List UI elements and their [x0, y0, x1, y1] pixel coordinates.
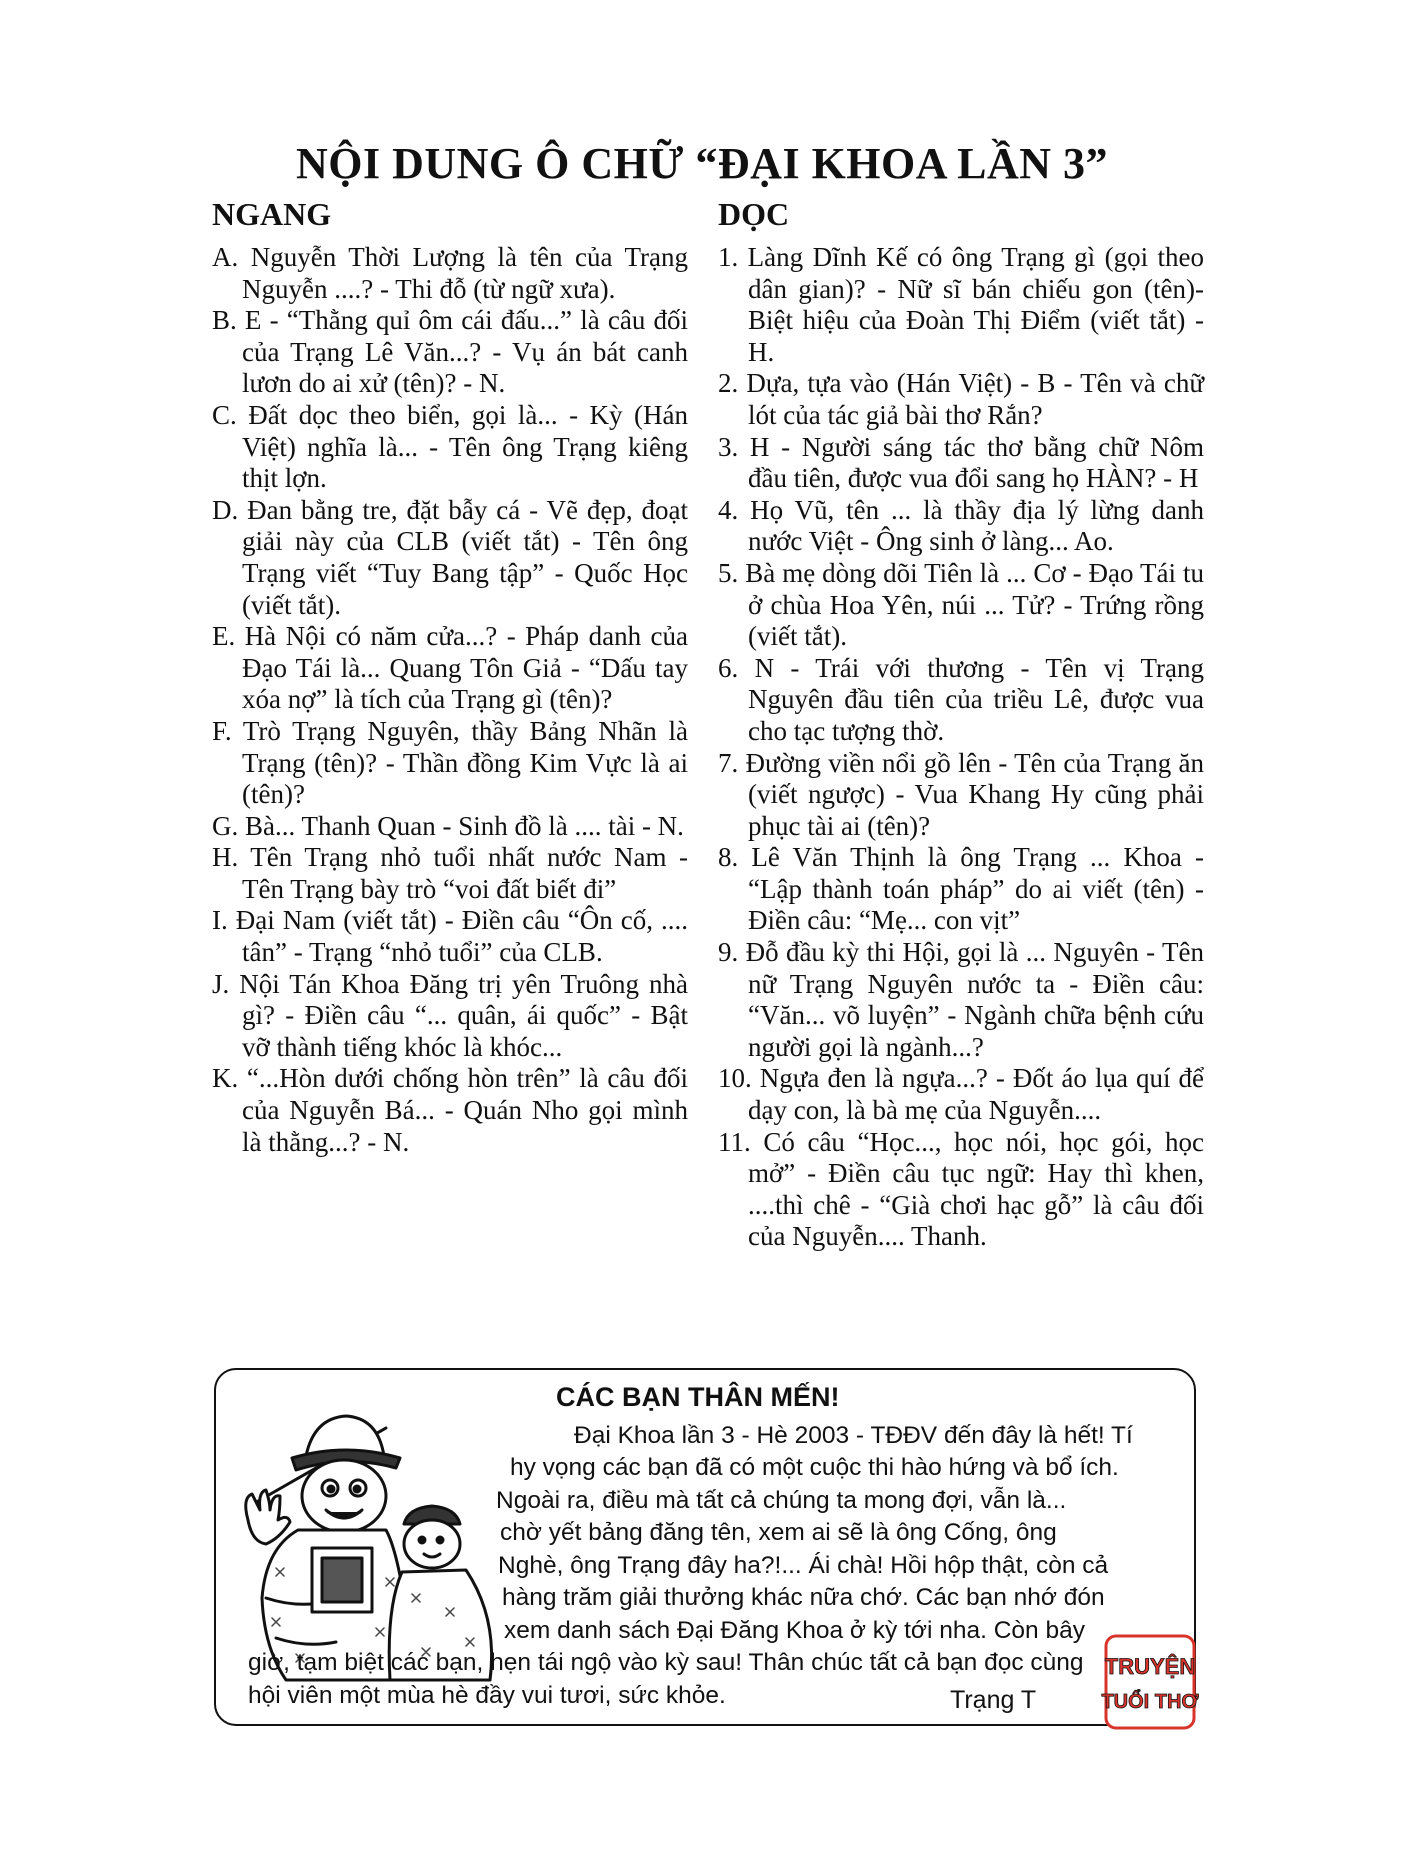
- notice-line: Nghè, ông Trạng đây ha?!... Ái chà! Hồi hộp thật, còn cả: [498, 1552, 1109, 1579]
- notice-line: chờ yết bảng đăng tên, xem ai sẽ là ông Cống, ông: [500, 1519, 1057, 1546]
- truyen-tuoi-tho-logo: [1100, 1628, 1200, 1736]
- notice-heading: CÁC BẠN THÂN MẾN!: [556, 1382, 840, 1412]
- clue-doc-9: 9. Đỗ đầu kỳ thi Hội, gọi là ... Nguyên - Tên nữ Trạng Nguyên nước ta - Điền câu: “Văn... võ luyện” - Ngành chữa bệnh cứu người gọi là ngành...?: [718, 937, 1204, 1062]
- clue-doc-11: 11. Có câu “Học..., học nói, học gói, học mở” - Điền câu tục ngữ: Hay thì khen, ....thì chê - “Già chơi hạc gỗ” là câu đối của Nguyễn.... Thanh.: [718, 1126, 1204, 1252]
- notice-line: hội viên một mùa hè đầy vui tươi, sức khỏe.: [248, 1682, 726, 1709]
- clue-doc-6: 6. N - Trái với thương - Tên vị Trạng Nguyên đầu tiên của triều Lê, được vua cho tạc tượng thờ.: [718, 652, 1204, 746]
- clue-ngang-i: I. Đại Nam (viết tắt) - Điền câu “Ôn cố, .... tân” - Trạng “nhỏ tuổi” của CLB.: [212, 905, 688, 968]
- clue-doc-2: 2. Dựa, tựa vào (Hán Việt) - B - Tên và chữ lót của tác giả bài thơ Rắn?: [718, 368, 1204, 430]
- clue-ngang-h: H. Tên Trạng nhỏ tuổi nhất nước Nam - Tên Trạng bày trò “voi đất biết đi”: [212, 842, 688, 904]
- clue-ngang-k: K. “...Hòn dưới chống hòn trên” là câu đối của Nguyễn Bá... - Quán Nho gọi mình là thằng...? - N.: [212, 1063, 688, 1157]
- clue-doc-4: 4. Họ Vũ, tên ... là thầy địa lý lừng danh nước Việt - Ông sinh ở làng... Ao.: [718, 494, 1204, 557]
- clue-ngang-e: E. Hà Nội có năm cửa...? - Pháp danh của Đạo Tái là... Quang Tôn Giả - “Dấu tay xóa nợ” là tích của Trạng gì (tên)?: [212, 621, 688, 715]
- clue-ngang-f: F. Trò Trạng Nguyên, thầy Bảng Nhãn là Trạng (tên)? - Thần đồng Kim Vực là ai (tên)?: [212, 715, 688, 810]
- notice-line: hàng trăm giải thưởng khác nữa chớ. Các bạn nhớ đón: [502, 1584, 1105, 1611]
- notice-line: Ngoài ra, điều mà tất cả chúng ta mong đợi, vẫn là...: [496, 1487, 1067, 1514]
- notice-line: giờ, tạm biệt các bạn, hẹn tái ngộ vào kỳ sau! Thân chúc tất cả bạn đọc cùng: [248, 1649, 1084, 1676]
- clue-ngang-d: D. Đan bằng tre, đặt bẫy cá - Vẽ đẹp, đoạt giải này của CLB (viết tắt) - Tên ông Trạng viết “Tuy Bang tập” - Quốc Học (viết tắt).: [212, 494, 688, 620]
- notice-line: Đại Khoa lần 3 - Hè 2003 - TĐĐV đến đây là hết! Tí: [574, 1422, 1133, 1449]
- logo-text-line1: TRUYỆN: [1104, 1654, 1196, 1679]
- notice-line: hy vọng các bạn đã có một cuộc thi hào hứng và bổ ích.: [510, 1454, 1119, 1481]
- clue-ngang-g: G. Bà... Thanh Quan - Sinh đồ là .... tài - N.: [212, 810, 684, 841]
- clue-ngang-c: C. Đất dọc theo biển, gọi là... - Kỳ (Hán Việt) nghĩa là... - Tên ông Trạng kiêng thịt lợn.: [212, 399, 688, 494]
- notice-line: xem danh sách Đại Đăng Khoa ở kỳ tới nha. Còn bây: [504, 1617, 1085, 1644]
- clue-ngang-j: J. Nội Tán Khoa Đăng trị yên Truông nhà gì? - Điền câu “... quân, ái quốc” - Bật vỡ thành tiếng khóc là khóc...: [212, 968, 688, 1062]
- clue-doc-5: 5. Bà mẹ dòng dõi Tiên là ... Cơ - Đạo Tái tu ở chùa Hoa Yên, núi ... Tử? - Trứng rồng (viết tắt).: [718, 557, 1204, 652]
- doc-clue-list: [718, 242, 1204, 1253]
- clue-ngang-a: A. Nguyễn Thời Lượng là tên của Trạng Nguyễn ....? - Thi đỗ (từ ngữ xưa).: [212, 242, 688, 304]
- page-title: NỘI DUNG Ô CHỮ “ĐẠI KHOA LẦN 3”: [295, 139, 1108, 188]
- ngang-heading: NGANG: [212, 196, 332, 232]
- clue-doc-3: 3. H - Người sáng tác thơ bằng chữ Nôm đầu tiên, được vua đổi sang họ HÀN? - H: [718, 431, 1204, 494]
- logo-text-line2: TUỔI THƠ: [1101, 1691, 1199, 1713]
- clue-doc-10: 10. Ngựa đen là ngựa...? - Đốt áo lụa quí để dạy con, là bà mẹ của Nguyễn....: [718, 1063, 1204, 1126]
- signature: Trạng T: [950, 1686, 1037, 1714]
- clue-doc-1: 1. Làng Dĩnh Kế có ông Trạng gì (gọi theo dân gian)? - Nữ sĩ bán chiếu gon (tên)- Biệt hiệu của Đoàn Thị Điểm (viết tắt) - H.: [718, 242, 1204, 367]
- clue-doc-8: 8. Lê Văn Thịnh là ông Trạng ... Khoa - “Lập thành toán pháp” do ai viết (tên) - Điền câu: “Mẹ... con vịt”: [718, 842, 1204, 936]
- doc-heading: DỌC: [718, 196, 790, 232]
- clue-ngang-b: B. E - “Thằng quỉ ôm cái đấu...” là câu đối của Trạng Lê Văn...? - Vụ án bát canh lươn do ai xử (tên)? - N.: [212, 305, 688, 399]
- ngang-clue-list: [212, 242, 688, 1158]
- clue-doc-7: 7. Đường viền nổi gồ lên - Tên của Trạng ăn (viết ngược) - Vua Khang Hy cũng phải phục tài ai (tên)?: [718, 747, 1204, 841]
